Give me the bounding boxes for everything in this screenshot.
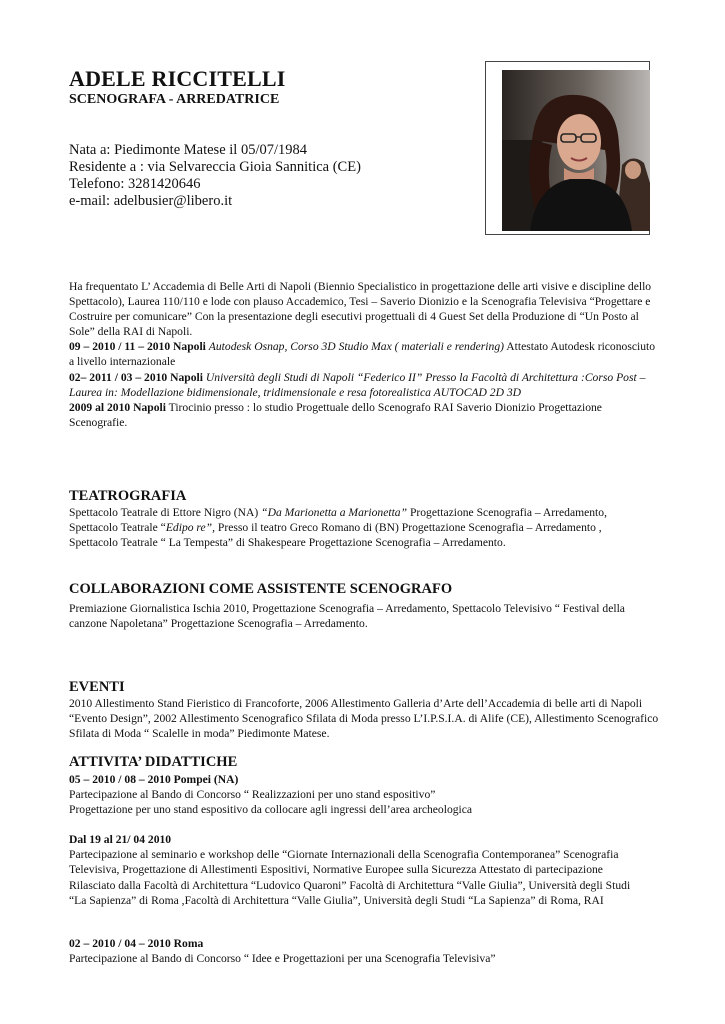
entry-date: 02 – 2010 / 04 – 2010 Roma [69, 937, 204, 950]
course-date: 02– 2011 / 03 – 2010 Napoli [69, 370, 203, 384]
entry-text: Partecipazione al Bando di Concorso “ Idee e Progettazioni per una Scenografia Televisiva” [69, 952, 496, 966]
entry-line: Progettazione per uno stand espositivo da collocare agli ingressi dell’area archeologica [69, 803, 473, 817]
internship-date: 2009 al 2010 Napoli [69, 400, 166, 414]
cv-role: SCENOGRAFA - ARREDATRICE [69, 92, 280, 107]
section-title-collaborazioni: COLLABORAZIONI COME ASSISTENTE SCENOGRAFO [69, 581, 453, 597]
eventi-text: 2010 Allestimento Stand Fieristico di Francoforte, 2006 Allestimento Galleria d’Arte dell’Accademia di belle arti di Napoli “Evento Design”, 2002 Allestimento Scenografico Sfilata di Moda presso L’I.P.S.I.A. di Alife (CE), Allestimento Scenografico Sfilata di Moda “ Scalelle in moda” Piedimonte Matese. [69, 697, 659, 741]
course-date: 09 – 2010 / 11 – 2010 Napoli [69, 340, 206, 354]
cv-name: ADELE RICCITELLI [69, 66, 286, 91]
birth-info: Nata a: Piedimonte Matese il 05/07/1984 [69, 142, 307, 158]
residence-info: Residente a : via Selvareccia Gioia Sannitica (CE) [69, 159, 361, 175]
didattiche-entry-2 [69, 832, 649, 908]
entry-date: Dal 19 al 21/ 04 2010 [69, 833, 172, 846]
teatro-line: Spettacolo Teatrale “Edipo re”, Presso il teatro Greco Romano di (BN) Progettazione Scenografia – Arredamento , [69, 521, 602, 535]
education-summary [69, 279, 655, 430]
section-title-teatrografia: TEATROGRAFIA [69, 488, 187, 504]
entry-text: Partecipazione al seminario e workshop delle “Giornate Internazionali della Scenografia Contemporanea” Scenografia Televisiva, Progettazione di Allestimenti Espositivi, Normative Europee sulla Sicurezza Attestato di partecipazione Rilasciato dalla Facoltà di Architettura “Ludovico Quaroni” Facoltà di Architettura “Valle Giulia”, Università degli Studi “La Sapienza” di Roma ,Facoltà di Architettura “Valle Giulia”, Università degli Studi “La Sapienza” di Roma, RAI [69, 848, 631, 907]
teatro-line: Spettacolo Teatrale di Ettore Nigro (NA) “Da Marionetta a Marionetta” Progettazione Scenografia – Arredamento, [69, 506, 607, 519]
collaborazioni-text: Premiazione Giornalistica Ischia 2010, Progettazione Scenografia – Arredamento, Spettacolo Televisivo “ Festival della canzone Napoletana” Progettazione Scenografia – Arredamento. [69, 602, 625, 631]
course-title: Autodesk Osnap, Corso 3D Studio Max ( materiali e rendering) [208, 340, 504, 354]
internship-entry [69, 400, 655, 430]
entry-line: Partecipazione al Bando di Concorso “ Realizzazioni per uno stand espositivo” [69, 788, 436, 802]
portrait-frame [485, 61, 650, 235]
internship-text: Tirocinio presso : lo studio Progettuale dello Scenografo RAI Saverio Dionizio Progettazione Scenografie. [69, 400, 602, 429]
course-note: Attestato Autodesk riconosciuto a livello internazionale [69, 340, 656, 369]
didattiche-entry-1 [69, 772, 659, 818]
didattiche-entry-3 [69, 936, 659, 966]
phone-info: Telefono: 3281420646 [69, 176, 201, 192]
portrait-photo [502, 70, 650, 231]
email-info[interactable]: e-mail: adelbusier@libero.it [69, 193, 233, 209]
education-paragraph: Ha frequentato L’ Accademia di Belle Arti di Napoli (Biennio Specialistico in progettazione delle arti visive e discipline dello Spettacolo), Laurea 110/110 e lode con plauso Accademico, Tesi – Saverio Dionizio e la Scenografia Televisiva “Progettare e Costruire per comunicare” Con la presentazione degli esecutivi progettuali di 4 Guest Set della Produzione di “Un Posto al Sole” della RAI di Napoli. [69, 280, 652, 339]
course-entry [69, 339, 655, 369]
course-entry [69, 370, 655, 400]
section-title-didattiche: ATTIVITA’ DIDATTICHE [69, 754, 238, 770]
section-title-eventi: EVENTI [69, 679, 125, 695]
course-title: Università degli Studi di Napoli “Federico II” Presso la Facoltà di Architettura :Corso Post –Laurea in: Modellazione bidimensionale, tridimensionale e resa fotorealistica AUTOCAD 2D 3D [69, 370, 646, 399]
entry-date: 05 – 2010 / 08 – 2010 Pompei (NA) [69, 773, 239, 786]
teatrografia-text [69, 505, 669, 551]
teatro-line: Spettacolo Teatrale “ La Tempesta” di Shakespeare Progettazione Scenografia – Arredamento. [69, 536, 506, 550]
